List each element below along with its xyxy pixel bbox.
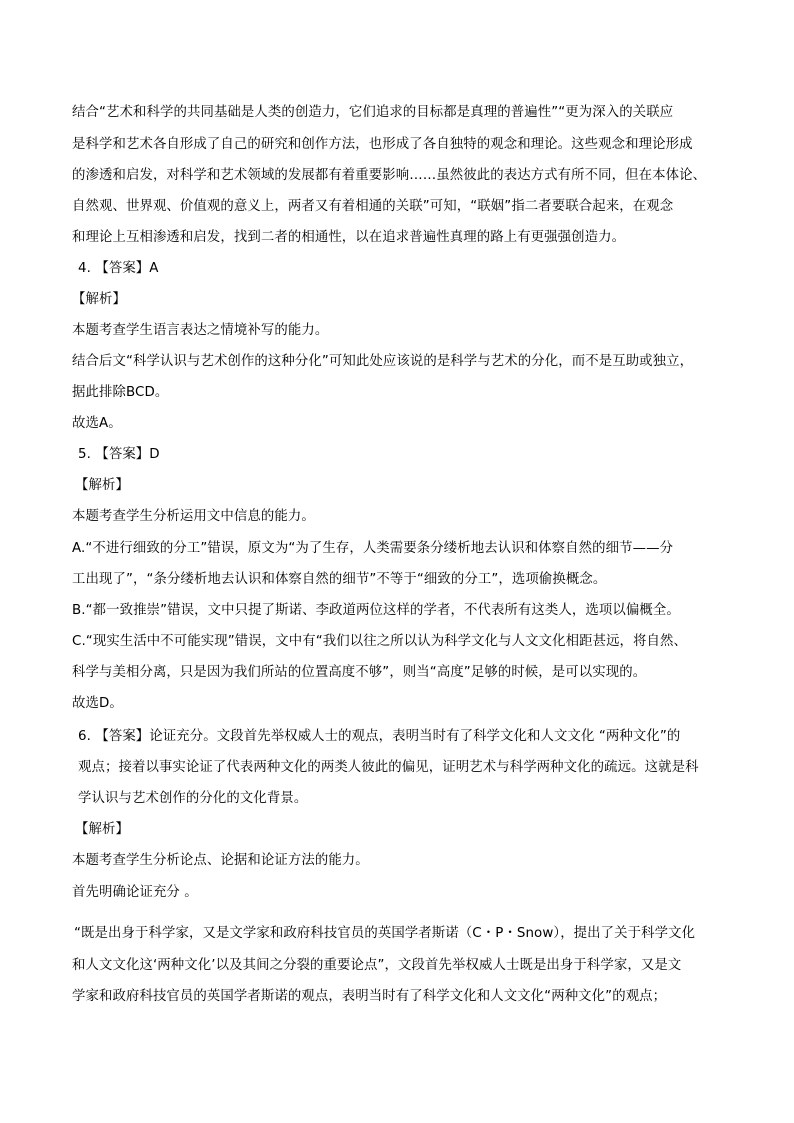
paragraph-line: 学认识与艺术创作的分化的文化背景。 xyxy=(78,791,308,806)
paragraph-line: 的渗透和启发，对科学和艺术领域的发展都有着重要影响……虽然彼此的表达方式有所不同，但在本体论、 xyxy=(72,168,707,183)
paragraph-line: 是科学和艺术各自形成了自己的研究和创作方法，也形成了各自独特的观念和理论。这些观念和理论形成 xyxy=(72,137,693,152)
paragraph-line: 工出现了”，“条分缕析地去认识和体察自然的细节”不等于“细致的分工”，选项偷换概念。 xyxy=(72,572,607,587)
answer-heading-6: 6. 【答案】论证充分。文段首先举权威人士的观点，表明当时有了科学文化和人文文化 “两种文化”的 xyxy=(78,729,681,744)
paragraph-line: A.“不进行细致的分工”错误，原文为“为了生存，人类需要条分缕析地去认识和体察自然的细节——分 xyxy=(72,541,674,556)
paragraph-line: C.“现实生活中不可能实现”错误，文中有“我们以往之所以认为科学文化与人文文化相距甚远，将自然、 xyxy=(72,634,688,649)
answer-heading-5: 5. 【答案】D xyxy=(78,447,160,462)
paragraph-line: 本题考查学生分析运用文中信息的能力。 xyxy=(72,509,315,524)
analysis-heading: 【解析】 xyxy=(72,292,126,307)
paragraph-line: 故选A。 xyxy=(72,416,122,431)
paragraph-line: B.“都一致推崇”错误，文中只提了斯诺、李政道两位这样的学者，不代表所有这类人，选项以偏概全。 xyxy=(72,603,680,618)
paragraph-line: 观点；接着以事实论证了代表两种文化的两类人彼此的偏见，证明艺术与科学两种文化的疏远。这就是科 xyxy=(78,760,699,775)
analysis-heading: 【解析】 xyxy=(75,478,129,493)
paragraph-line: 自然观、世界观、价值观的意义上，两者又有着相通的关联”可知，“联姻”指二者要联合起来，在观念 xyxy=(72,199,674,214)
paragraph-line: 本题考查学生语言表达之情境补写的能力。 xyxy=(72,323,329,338)
paragraph-line: 科学与美相分离，只是因为我们所站的位置高度不够”，则当“高度”足够的时候，是可以实现的。 xyxy=(72,665,647,680)
paragraph-line: 结合后文“科学认识与艺术创作的这种分化”可知此处应该说的是科学与艺术的分化，而不是互助或独立， xyxy=(72,354,694,369)
paragraph-line: 和理论上互相渗透和启发，找到二者的相通性，以在追求普遍性真理的路上有更强强创造力。 xyxy=(72,230,626,245)
paragraph-line: 首先明确论证充分 。 xyxy=(72,885,198,900)
analysis-heading: 【解析】 xyxy=(75,822,129,837)
paragraph-line: 本题考查学生分析论点、论据和论证方法的能力。 xyxy=(72,853,369,868)
paragraph-line: 和人文文化这‘两种文化’以及其间之分裂的重要论点”，文段首先举权威人士既是出身于科学家，又是文 xyxy=(72,958,682,973)
answer-heading-4: 4. 【答案】A xyxy=(78,261,159,276)
paragraph-line: 学家和政府科技官员的英国学者斯诺的观点，表明当时有了科学文化和人文文化“两种文化”的观点； xyxy=(72,989,667,1004)
paragraph-line: “既是出身于科学家，又是文学家和政府科技官员的英国学者斯诺（C・P・Snow），提出了关于科学文化 xyxy=(74,926,696,941)
paragraph-line: 据此排除BCD。 xyxy=(72,385,169,400)
paragraph-line: 故选D。 xyxy=(72,696,123,711)
paragraph-line: 结合“艺术和科学的共同基础是人类的创造力，它们追求的目标都是真理的普遍性”“更为深入的关联应 xyxy=(72,105,674,120)
